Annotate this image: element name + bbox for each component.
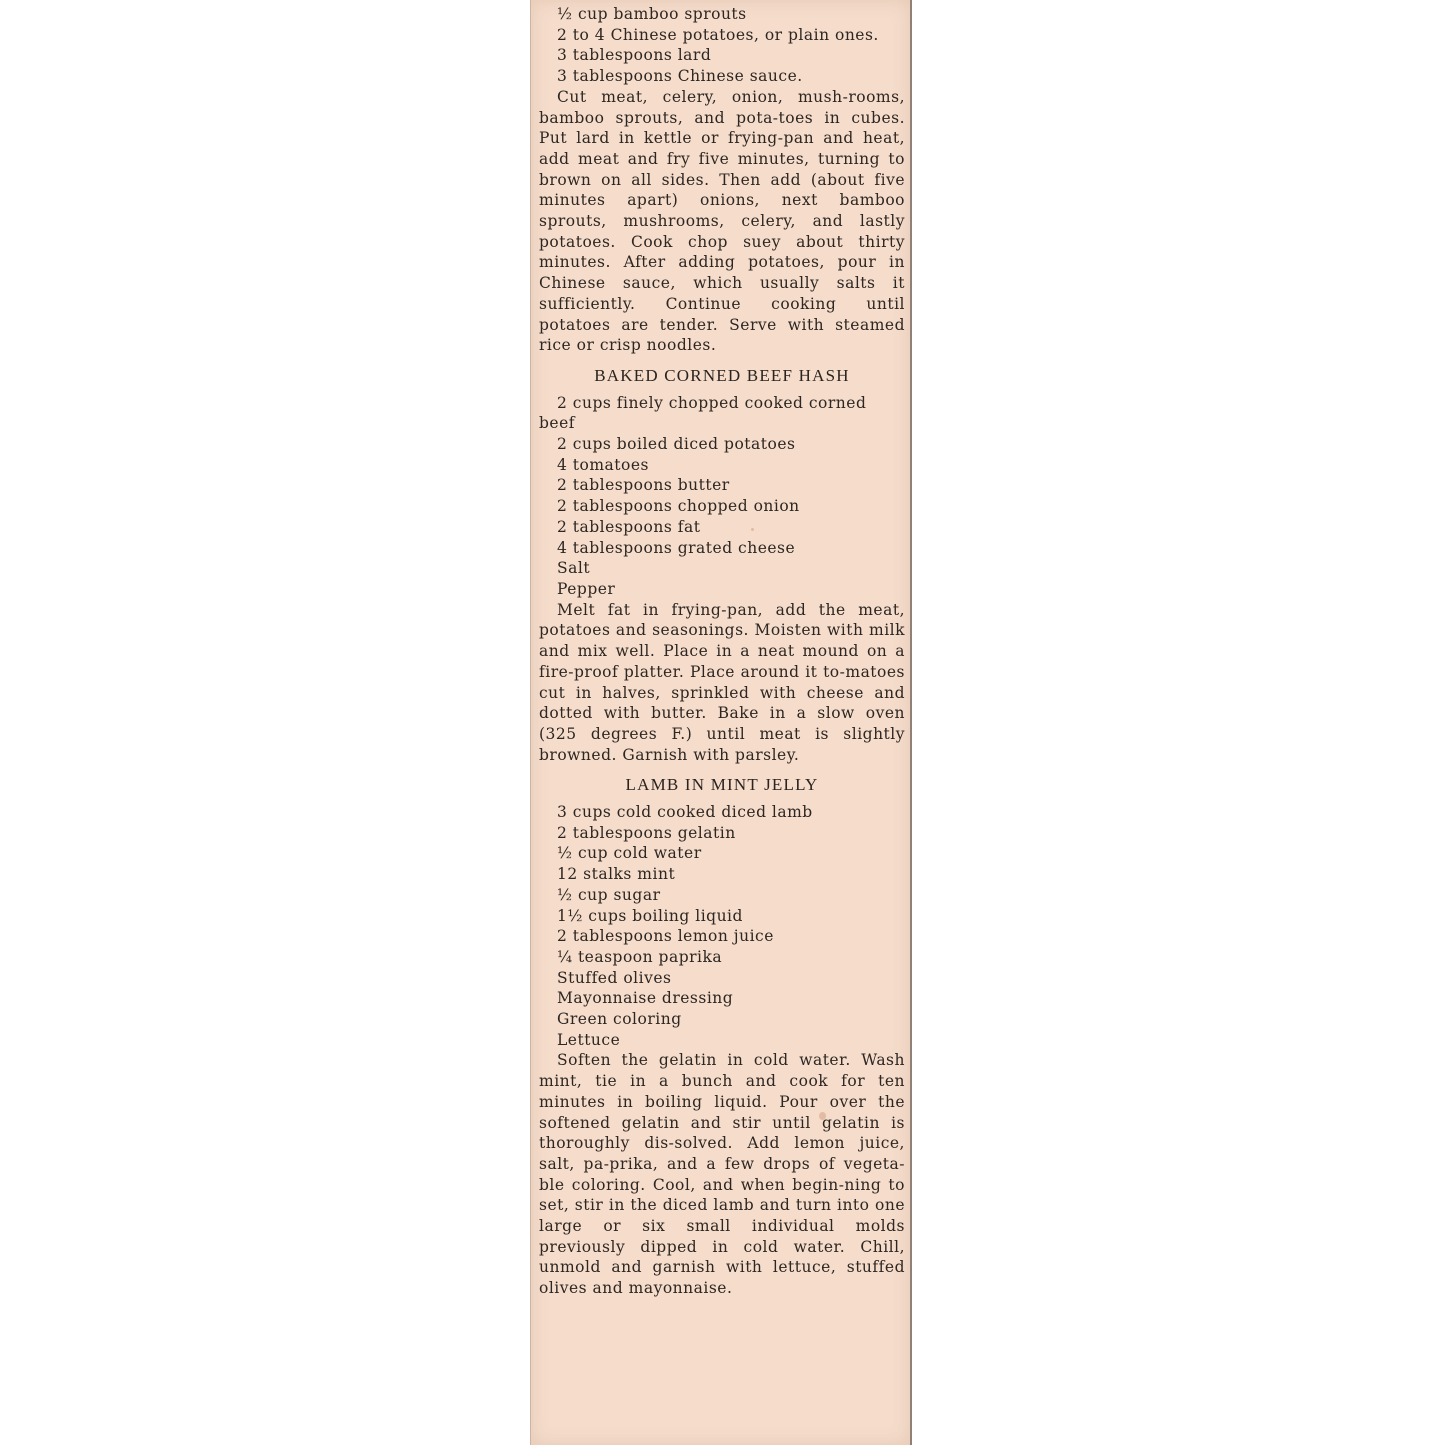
ingredient-line: 2 tablespoons fat — [557, 517, 701, 536]
ingredient-line: 2 tablespoons butter — [557, 476, 730, 495]
ingredient-line: 2 to 4 Chinese potatoes, or plain ones. — [557, 25, 879, 44]
ingredient-line: 4 tablespoons grated cheese — [557, 538, 796, 557]
recipe-section-corned-beef-hash — [539, 366, 905, 765]
recipe-directions: Melt fat in frying-pan, add the meat, potatoes and seasonings. Moisten with milk and mix well. Place in a neat mound on a fire-proof platter. Place around it to-matoes cut in halves, sprinkled with cheese and dotted with butter. Bake in a slow oven (325 degrees F.) until meat is slightly browned. Garnish with parsley. — [539, 600, 905, 764]
ingredient-line: 12 stalks mint — [557, 865, 676, 884]
ingredient-line: ½ cup sugar — [557, 885, 661, 904]
ingredient-line: 3 tablespoons lard — [557, 46, 712, 65]
ingredient-line: Green coloring — [557, 1010, 682, 1029]
ingredient-line: 2 tablespoons lemon juice — [557, 927, 774, 946]
ingredient-line: 1½ cups boiling liquid — [557, 906, 743, 925]
newspaper-clipping — [530, 0, 912, 1445]
recipe-title: LAMB IN MINT JELLY — [625, 775, 819, 795]
ingredient-line: 2 tablespoons gelatin — [557, 823, 736, 842]
ingredient-line: Mayonnaise dressing — [557, 989, 734, 1008]
ingredient-line: ¼ teaspoon paprika — [557, 947, 723, 966]
recipe-section-lamb-mint-jelly — [539, 775, 905, 1299]
ingredient-line: 3 tablespoons Chinese sauce. — [557, 67, 803, 86]
ingredient-line: Stuffed olives — [557, 968, 672, 987]
recipe-directions: Cut meat, celery, onion, mush-rooms, bamboo sprouts, and pota-toes in cubes. Put lard in kettle or frying-pan and heat, add meat and fry five minutes, turning to brown on all sides. Then add (about five minutes apart) onions, next bamboo sprouts, mushrooms, celery, and lastly potatoes. Cook chop suey about thirty minutes. After adding potatoes, pour in Chinese sauce, which usually salts it sufficiently. Continue cooking until potatoes are tender. Serve with steamed rice or crisp noodles. — [539, 87, 905, 355]
ingredient-line: 3 cups cold cooked diced lamb — [557, 803, 813, 822]
ingredient-line: ½ cup bamboo sprouts — [557, 5, 747, 23]
ingredient-line: Pepper — [557, 579, 616, 598]
ingredient-line: 2 tablespoons chopped onion — [557, 497, 800, 516]
recipe-directions: Soften the gelatin in cold water. Wash mint, tie in a bunch and cook for ten minutes in boiling liquid. Pour over the softened gelatin and stir until gelatin is thoroughly dis-solved. Add lemon juice, salt, pa-prika, and a few drops of vegeta-ble coloring. Cool, and when begin-ning to set, stir in the diced lamb and turn into one large or six small individual molds previously dipped in cold water. Chill, unmold and garnish with lettuce, stuffed olives and mayonnaise. — [539, 1051, 905, 1298]
recipe-title: BAKED CORNED BEEF HASH — [594, 365, 850, 385]
recipe-section-chop-suey — [539, 4, 905, 356]
clipping-text — [539, 4, 905, 1299]
ingredient-line: Salt — [557, 559, 591, 578]
ingredient-line: Lettuce — [557, 1030, 621, 1049]
ingredient-line: 2 cups boiled diced potatoes — [557, 435, 796, 454]
ingredient-line: 2 cups finely chopped cooked corned beef — [539, 393, 867, 433]
ingredient-line: ½ cup cold water — [557, 844, 702, 863]
ingredient-line: 4 tomatoes — [557, 455, 649, 474]
